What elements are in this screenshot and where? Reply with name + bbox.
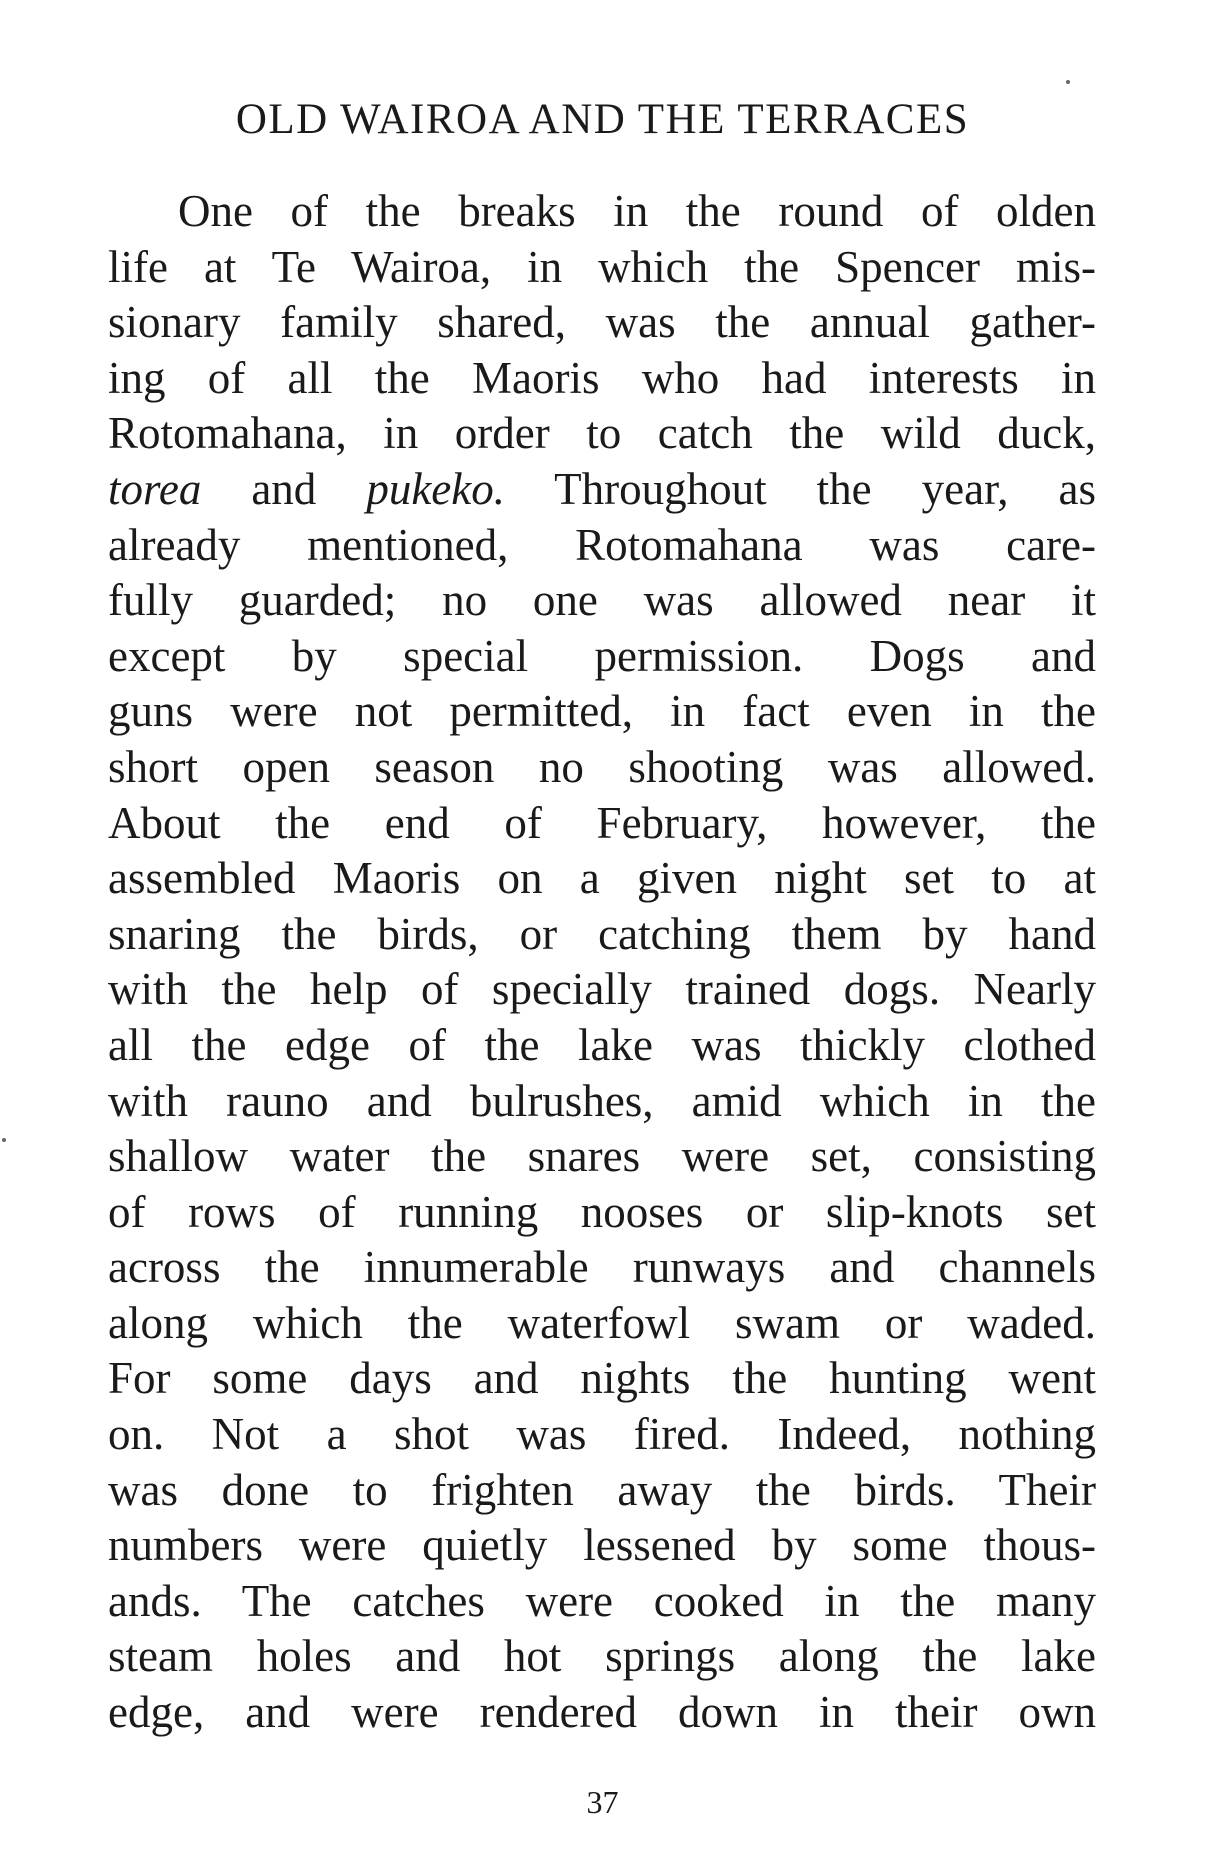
- text-line: ands. The catches were cooked in the many: [108, 1575, 1096, 1626]
- text-line: was done to frighten away the birds. Their: [108, 1464, 1096, 1515]
- text-line: guns were not permitted, in fact even in the: [108, 686, 1096, 737]
- text-line: assembled Maoris on a given night set to at: [108, 853, 1096, 904]
- text-line: For some days and nights the hunting went: [108, 1353, 1096, 1404]
- text-line: across the innumerable runways and channels: [108, 1242, 1096, 1293]
- text-line: numbers were quietly lessened by some thous-: [108, 1520, 1096, 1571]
- italic-term: pukeko.: [366, 463, 505, 514]
- text-line: all the edge of the lake was thickly clothed: [108, 1019, 1096, 1070]
- text-line: One of the breaks in the round of olden: [178, 186, 1096, 236]
- text-line: edge, and were rendered down in their own: [108, 1687, 1096, 1738]
- text-line: with the help of specially trained dogs. Nearly: [108, 964, 1096, 1015]
- text-line: sionary family shared, was the annual gather-: [108, 297, 1096, 348]
- text-line: ing of all the Maoris who had interests in: [108, 352, 1096, 403]
- text-line: life at Te Wairoa, in which the Spencer mis-: [108, 241, 1096, 292]
- italic-term: torea: [108, 463, 202, 514]
- text-line: except by special permission. Dogs and: [108, 630, 1096, 681]
- text-line: shallow water the snares were set, consisting: [108, 1131, 1096, 1182]
- text-fragment: Throughout the year, as: [504, 463, 1096, 514]
- text-line: of rows of running nooses or slip-knots set: [108, 1186, 1096, 1237]
- page-number: 37: [586, 1784, 619, 1820]
- text-fragment: and: [201, 463, 367, 514]
- text-line: [108, 462, 1096, 518]
- text-line: short open season no shooting was allowed.: [108, 741, 1096, 792]
- text-line: along which the waterfowl swam or waded.: [108, 1297, 1096, 1348]
- text-line: already mentioned, Rotomahana was care-: [108, 519, 1096, 570]
- text-line: steam holes and hot springs along the lake: [108, 1631, 1096, 1682]
- text-line: on. Not a shot was fired. Indeed, nothing: [108, 1409, 1096, 1460]
- body-paragraph: [108, 184, 1096, 1741]
- scan-speck: [1066, 80, 1070, 84]
- running-head: OLD WAIROA AND THE TERRACES: [235, 96, 970, 143]
- text-line: with rauno and bulrushes, amid which in the: [108, 1075, 1096, 1126]
- text-line: About the end of February, however, the: [108, 797, 1096, 848]
- scan-speck: [2, 1138, 6, 1142]
- text-line: Rotomahana, in order to catch the wild duck,: [108, 408, 1096, 459]
- text-line: snaring the birds, or catching them by hand: [108, 908, 1096, 959]
- text-line: fully guarded; no one was allowed near it: [108, 575, 1096, 626]
